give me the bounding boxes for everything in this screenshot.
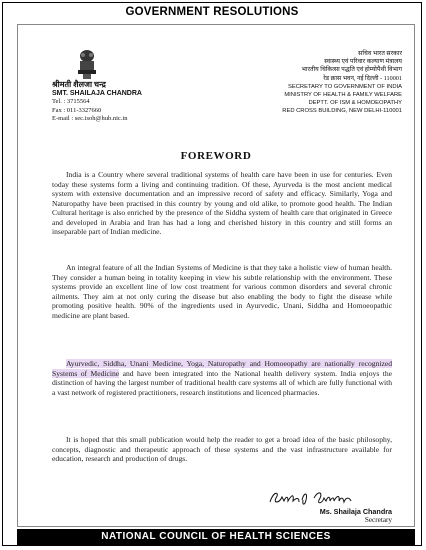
document-title: FOREWORD [180,150,252,162]
paragraph-2-text: An integral feature of all the Indian Systems of Medicine is that they take a holistic view of human health. They consider a human being in totality keeping in view his subtle relationship with the environment. These systems provide an excellent line of low cost treatment for various common disorders and several chronic ailments. They aim at not only curing the disease but also enabling the body to fight the disease while promoting positive health. 90% of the ingredients used in Ayurvedic, Unani, Siddha and Homoeopathic medicine are plant based. [52,263,392,320]
page-frame [2,2,422,546]
signatory-name: Ms. Shailaja Chandra [319,507,392,516]
paragraph-1-text: India is a Country where several traditional systems of health care have been in use for centuries. Even today these systems form a living and continuing tradition. Of these, Ayurveda is the most ancient medical system with extensive documentation and an impressive record of safety and efficacy. Similarly, Yoga and Naturopathy have been practised in this country by young and old alike, to promote good health. The Indian Cultural heritage is also enriched by the presence of the Siddha system of health care that originated in Greece and developed in Arabia and Iran has had a long and cherished history in this country and still forms an inseparable part of Indian medicine. [52,170,392,237]
sender-tel: Tel. : 3715564 [52,98,90,105]
highlighted-text: Ayurvedic, Siddha, Unani Medicine, Yoga, Naturopathy and Homoeopathy are nationally recognized Systems of Medicine [52,359,392,378]
office-line2-english: MINISTRY OF HEALTH & FAMILY WELFARE [284,92,402,99]
bottom-banner: NATIONAL COUNCIL OF HEALTH SCIENCES [17,529,415,545]
office-line4-hindi: रेड क्रास भवन, नई दिल्ली - 110001 [323,74,402,82]
sender-email: E-mail : sec.isoh@hub.nic.in [52,115,128,122]
office-line1-english: SECRETARY TO GOVERNMENT OF INDIA [287,83,402,90]
paragraph-4-text: It is hoped that this small publication would help the reader to get a broad idea of the basic philosophy, concepts, diagnostic and therapeutic approach of these systems and the vast infrastructure available for education, research and production of drugs. [52,435,392,464]
paragraph-4 [52,435,392,464]
paragraph-2 [52,263,392,320]
office-address [252,50,402,116]
office-line3-english: DEPTT. OF ISM & HOMOEOPATHY [308,100,402,107]
paragraph-1 [52,170,392,237]
paragraph-3-text: and have been integrated into the National health delivery system. India enjoys the distinction of having the largest number of traditional health care systems all of which are fully functional with a vast network of registered practitioners, research institutions and licenced pharmacies. [52,368,393,397]
national-emblem-icon [76,49,98,81]
sender-fax: Fax : 011-3327660 [52,106,102,114]
signatory [320,507,392,525]
sender-name-english: SMT. SHAILAJA CHANDRA [52,89,142,97]
office-line2-hindi: स्वास्थ्य एवं परिवार कल्याण मंत्रालय [324,58,402,66]
paragraph-3 [52,359,392,397]
handwritten-signature [266,488,356,508]
signatory-designation: Secretary [364,516,392,524]
letterhead-document [17,24,415,527]
office-line3-hindi: भारतीय चिकित्सा पद्धति एवं होम्योपैथी विभाग [301,66,402,74]
office-line4-english: RED CROSS BUILDING, NEW DELHI-110001 [282,108,402,115]
top-banner: GOVERNMENT RESOLUTIONS [125,6,299,18]
sender-details [52,81,142,124]
office-line1-hindi: सचिव भारत सरकार [358,50,402,57]
sender-name-hindi: श्रीमती शैलजा चन्द्र [52,80,106,89]
